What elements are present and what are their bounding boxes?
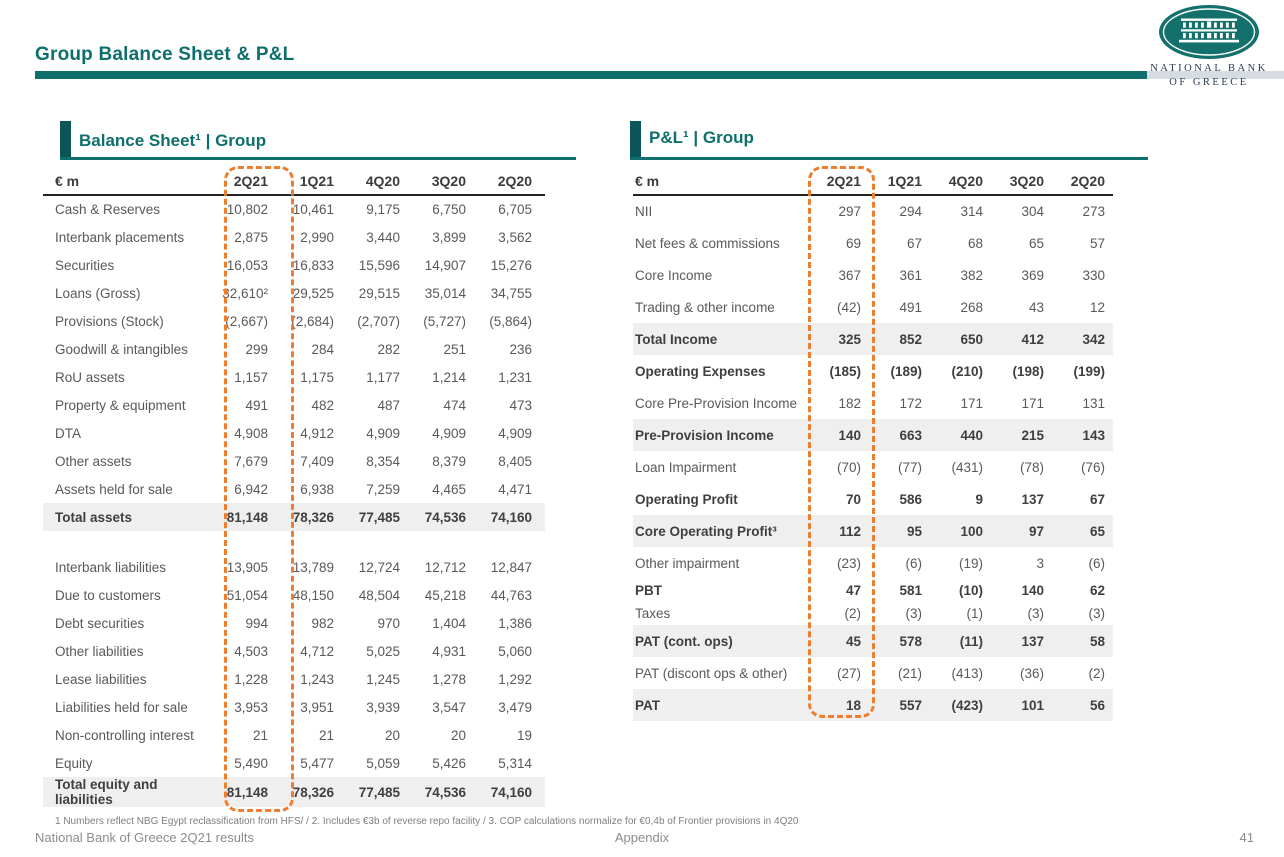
cell-value: 4,909 [498,425,532,441]
logo-text-line2: OF GREECE [1169,76,1249,88]
cell-value: (27) [836,665,861,681]
cell-value: 369 [1021,267,1044,283]
row-label: Provisions (Stock) [55,313,164,329]
table-row [43,665,545,693]
row-label: Debt securities [55,615,145,631]
cell-value: 970 [377,615,400,631]
cell-value: 77,485 [358,784,400,800]
row-label: Non-controlling interest [55,727,194,743]
pnl-table [633,166,1113,721]
cell-value: 282 [377,341,400,357]
column-header-3q20: 3Q20 [991,166,1052,195]
row-label: Pre-Provision Income [635,427,774,443]
column-header-2q20: 2Q20 [479,166,545,195]
cell-value: 1,157 [234,369,268,385]
row-label: Interbank liabilities [55,559,167,575]
cell-value: 9,175 [366,202,400,217]
table-row [43,447,545,475]
row-label: Trading & other income [635,299,775,315]
cell-value: 473 [509,397,532,413]
cell-value: 12,712 [424,559,466,575]
footer-section-label: Appendix [614,830,670,845]
cell-value: 18 [845,697,861,713]
cell-value: (76) [1080,459,1105,475]
cell-value: 1,386 [498,615,532,631]
cell-value: 4,909 [366,425,400,441]
cell-value: 3 [1036,555,1044,571]
cell-value: 45 [845,633,861,649]
table-row [43,251,545,279]
cell-value: 474 [443,397,466,413]
cell-value: 3,951 [300,699,334,715]
table-row [43,307,545,335]
cell-value: 35,014 [424,285,466,301]
cell-value: (23) [836,555,861,571]
pnl-underline [630,157,1148,160]
table-row [43,335,545,363]
cell-value: 8,379 [432,453,466,469]
table-row [43,609,545,637]
cell-value: 78,326 [292,784,334,800]
row-label: Net fees & commissions [635,235,780,251]
cell-value: 81,148 [226,509,268,525]
row-label: Property & equipment [55,397,186,413]
row-label: Other impairment [635,555,740,571]
pnl-accent-bar [630,121,641,158]
table-row [43,777,545,807]
row-label: Equity [55,755,93,771]
unit-label: € m [43,166,215,195]
cell-value: (11) [959,633,983,649]
cell-value: 65 [1089,523,1105,539]
cell-value: 3,899 [432,229,466,245]
cell-value: 21 [252,727,268,743]
cell-value: 112 [839,523,861,539]
table-row [43,693,545,721]
cell-value: 140 [838,427,861,443]
bank-building-icon [1157,4,1261,62]
cell-value: 1,245 [366,671,400,687]
cell-value: (423) [951,697,983,713]
column-header-1q21: 1Q21 [869,166,930,195]
cell-value: (2,684) [291,313,334,329]
cell-value: 137 [1021,633,1044,649]
cell-value: 342 [1082,331,1105,347]
cell-value: 491 [899,299,922,315]
row-label: DTA [55,425,81,441]
cell-value: 15,596 [358,257,400,273]
table-row [633,419,1113,451]
cell-value: 7,679 [234,453,268,469]
cell-value: 7,259 [366,481,400,497]
column-header-2q20: 2Q20 [1052,166,1113,195]
cell-value: (198) [1012,363,1044,379]
cell-value: 5,059 [366,755,400,771]
cell-value: 304 [1021,204,1044,219]
cell-value: 1,292 [498,671,532,687]
page-number: 41 [1239,830,1254,845]
cell-value: (2,667) [225,313,268,329]
column-header-3q20: 3Q20 [413,166,479,195]
cell-value: 284 [311,341,334,357]
cell-value: 67 [906,235,922,251]
row-label: Assets held for sale [55,481,173,497]
table-header-row [43,166,545,195]
cell-value: 2,990 [300,229,334,245]
cell-value: 172 [899,395,922,411]
cell-value: 4,909 [432,425,466,441]
table-row [633,227,1113,259]
table-row [633,451,1113,483]
cell-value: 4,912 [300,425,334,441]
row-label: Core Income [635,267,713,283]
cell-value: 4,503 [234,643,268,659]
cell-value: (3) [905,606,922,621]
row-label: Other assets [55,453,132,469]
cell-value: 16,833 [292,257,334,273]
cell-value: 44,763 [490,587,532,603]
cell-value: (5,864) [489,313,532,329]
cell-value: (210) [951,363,983,379]
row-label: Cash & Reserves [55,202,161,217]
cell-value: 297 [838,204,861,219]
cell-value: 13,789 [292,559,334,575]
cell-value: 6,942 [234,481,268,497]
row-label: Total Income [635,331,718,347]
cell-value: 578 [899,633,922,649]
cell-value: 852 [899,331,922,347]
nbg-logo [1150,4,1268,89]
cell-value: (21) [897,665,922,681]
cell-value: (1) [966,606,983,621]
cell-value: 12 [1089,299,1105,315]
cell-value: 3,562 [498,229,532,245]
cell-value: 361 [899,267,922,283]
pnl-title: P&L¹ | Group [649,128,754,147]
cell-value: (189) [890,363,922,379]
table-row [633,657,1113,689]
cell-value: 20 [384,727,400,743]
row-label: Interbank placements [55,229,185,245]
cell-value: 982 [311,615,334,631]
cell-value: 440 [960,427,983,443]
balance-sheet-accent-bar [60,121,71,158]
unit-label: € m [633,166,808,195]
cell-value: 48,150 [292,587,334,603]
cell-value: 3,547 [432,699,466,715]
cell-value: 325 [838,331,861,347]
cell-value: 8,405 [498,453,532,469]
row-label: NII [635,204,653,219]
cell-value: 994 [245,615,268,631]
table-row [43,223,545,251]
balance-sheet-title: Balance Sheet¹ | Group [79,131,267,150]
cell-value: 45,218 [424,587,466,603]
cell-value: 182 [838,395,861,411]
row-label: Operating Profit [635,491,738,507]
table-row [43,475,545,503]
cell-value: (3) [1027,606,1044,621]
cell-value: 171 [960,395,983,411]
column-header-4q20: 4Q20 [930,166,991,195]
cell-value: 4,712 [300,643,334,659]
cell-value: 29,515 [358,285,400,301]
cell-value: 34,755 [490,285,532,301]
row-label: Core Operating Profit³ [635,523,777,539]
cell-value: 268 [960,299,983,315]
table-row [43,503,545,531]
table-row [633,579,1113,602]
cell-value: (19) [958,555,983,571]
cell-value: (185) [829,363,861,379]
cell-value: 69 [845,235,861,251]
cell-value: 57 [1089,235,1105,251]
row-label: Loans (Gross) [55,285,141,301]
cell-value: (2) [1088,665,1105,681]
row-label: Goodwill & intangibles [55,341,188,357]
table-row [633,259,1113,291]
table-row [43,637,545,665]
cell-value: (431) [951,459,983,475]
cell-value: 13,905 [226,559,268,575]
cell-value: (5,727) [423,313,466,329]
cell-value: 12,724 [358,559,400,575]
cell-value: 10,461 [292,202,334,217]
table-row [633,323,1113,355]
cell-value: 51,054 [226,587,268,603]
cell-value: 4,465 [432,481,466,497]
row-label: Securities [55,257,115,273]
page-title: Group Balance Sheet & P&L [35,44,295,65]
cell-value: 74,160 [490,509,532,525]
table-header-row [633,166,1113,195]
cell-value: 1,278 [432,671,466,687]
cell-value: (6) [1088,555,1105,571]
cell-value: 367 [838,267,861,283]
cell-value: 215 [1021,427,1044,443]
row-label: RoU assets [55,369,125,385]
cell-value: 3,953 [234,699,268,715]
table-row [43,553,545,581]
cell-value: 273 [1082,204,1105,219]
cell-value: 412 [1021,331,1044,347]
cell-value: 6,750 [432,202,466,217]
cell-value: 581 [899,583,922,598]
cell-value: 32,610² [222,285,268,301]
cell-value: 1,404 [432,615,466,631]
cell-value: 78,326 [292,509,334,525]
cell-value: 48,504 [358,587,400,603]
cell-value: 9 [975,491,983,507]
cell-value: 70 [845,491,861,507]
logo-text-line1: NATIONAL BANK [1150,63,1268,74]
cell-value: 330 [1082,267,1105,283]
table-row [43,391,545,419]
table-row [43,363,545,391]
cell-value: 1,177 [366,369,400,385]
cell-value: 6,938 [300,481,334,497]
cell-value: 58 [1089,633,1105,649]
cell-value: 56 [1089,697,1105,713]
cell-value: 12,847 [490,559,532,575]
cell-value: 43 [1028,299,1044,315]
column-header-2q21: 2Q21 [808,166,869,195]
table-row [633,547,1113,579]
cell-value: 97 [1028,523,1044,539]
cell-value: 65 [1028,235,1044,251]
table-row [633,625,1113,657]
table-row [633,515,1113,547]
table-row [633,689,1113,721]
table-row [633,602,1113,625]
cell-value: 294 [899,204,922,219]
cell-value: 382 [960,267,983,283]
table-row [43,721,545,749]
cell-value: 62 [1089,583,1105,598]
cell-value: 236 [509,341,532,357]
cell-value: (78) [1019,459,1044,475]
table-row [633,195,1113,227]
cell-value: 8,354 [366,453,400,469]
cell-value: 67 [1089,491,1105,507]
cell-value: 1,231 [498,369,532,385]
cell-value: 10,802 [226,202,268,217]
cell-value: 68 [967,235,983,251]
spacer-row [43,531,545,553]
cell-value: 1,214 [432,369,466,385]
cell-value: 663 [899,427,922,443]
cell-value: 137 [1021,491,1044,507]
column-header-4q20: 4Q20 [347,166,413,195]
table-row [633,355,1113,387]
cell-value: 482 [311,397,334,413]
cell-value: 21 [318,727,334,743]
row-label: Total equity and liabilities [55,777,158,807]
cell-value: (3) [1088,606,1105,621]
cell-value: 74,536 [424,784,466,800]
cell-value: 15,276 [490,257,532,273]
cell-value: (42) [836,299,861,315]
balance-sheet-underline [60,157,576,160]
row-label: Liabilities held for sale [55,699,188,715]
cell-value: (77) [897,459,922,475]
cell-value: 6,705 [498,202,532,217]
row-label: PAT [635,697,660,713]
cell-value: 74,536 [424,509,466,525]
footer-deck-title: National Bank of Greece 2Q21 results [35,830,254,845]
cell-value: 487 [377,397,400,413]
cell-value: 131 [1082,395,1105,411]
cell-value: 1,228 [234,671,268,687]
cell-value: 1,243 [300,671,334,687]
row-label: Core Pre-Provision Income [635,395,798,411]
cell-value: (10) [958,583,983,598]
table-row [43,195,545,223]
cell-value: 3,440 [366,229,400,245]
cell-value: 101 [1021,697,1044,713]
cell-value: 557 [899,697,922,713]
cell-value: 100 [960,523,983,539]
table-row [43,419,545,447]
column-header-2q21: 2Q21 [215,166,281,195]
cell-value: (2) [844,606,861,621]
balance-sheet-table [43,166,545,807]
cell-value: 5,490 [234,755,268,771]
table-row [633,483,1113,515]
cell-value: 95 [906,523,922,539]
cell-value: 650 [960,331,983,347]
cell-value: 3,479 [498,699,532,715]
cell-value: 29,525 [292,285,334,301]
cell-value: 586 [899,491,922,507]
cell-value: 81,148 [226,784,268,800]
cell-value: 5,025 [366,643,400,659]
cell-value: 16,053 [226,257,268,273]
cell-value: (36) [1019,665,1044,681]
cell-value: 171 [1021,395,1044,411]
cell-value: 47 [845,583,861,598]
column-header-1q21: 1Q21 [281,166,347,195]
cell-value: 4,931 [432,643,466,659]
cell-value: (6) [905,555,922,571]
cell-value: 5,426 [432,755,466,771]
cell-value: 74,160 [490,784,532,800]
cell-value: 5,314 [498,755,532,771]
row-label: Operating Expenses [635,363,766,379]
cell-value: 5,060 [498,643,532,659]
table-row [43,749,545,777]
cell-value: 140 [1021,583,1044,598]
cell-value: (199) [1073,363,1105,379]
cell-value: 3,939 [366,699,400,715]
cell-value: 7,409 [300,453,334,469]
row-label: PAT (discont ops & other) [635,665,788,681]
cell-value: 299 [245,341,268,357]
cell-value: 4,471 [498,481,532,497]
cell-value: 14,907 [424,257,466,273]
cell-value: 1,175 [300,369,334,385]
row-label: Other liabilities [55,643,144,659]
cell-value: 314 [960,204,983,219]
row-label: Lease liabilities [55,671,147,687]
cell-value: 251 [443,341,466,357]
footnote: 1 Numbers reflect NBG Egypt reclassification from HFS/ / 2. Includes €3b of reverse repo facility / 3. COP calculations normalize for €0,4b of Frontier provisions in 4Q20 [55,816,799,827]
cell-value: (70) [836,459,861,475]
header-rule-teal [35,71,1147,79]
cell-value: 77,485 [358,509,400,525]
table-row [43,279,545,307]
cell-value: 5,477 [300,755,334,771]
row-label: PBT [635,583,662,598]
cell-value: 2,875 [234,229,268,245]
cell-value: 20 [450,727,466,743]
row-label: Total assets [55,509,133,525]
cell-value: 19 [516,727,532,743]
cell-value: (413) [951,665,983,681]
row-label: Taxes [635,606,671,621]
table-row [633,291,1113,323]
table-row [43,581,545,609]
row-label: Due to customers [55,587,161,603]
table-row [633,387,1113,419]
row-label: Loan Impairment [635,459,737,475]
row-label: PAT (cont. ops) [635,633,733,649]
cell-value: 4,908 [234,425,268,441]
cell-value: 143 [1082,427,1105,443]
cell-value: 491 [245,397,268,413]
cell-value: (2,707) [357,313,400,329]
